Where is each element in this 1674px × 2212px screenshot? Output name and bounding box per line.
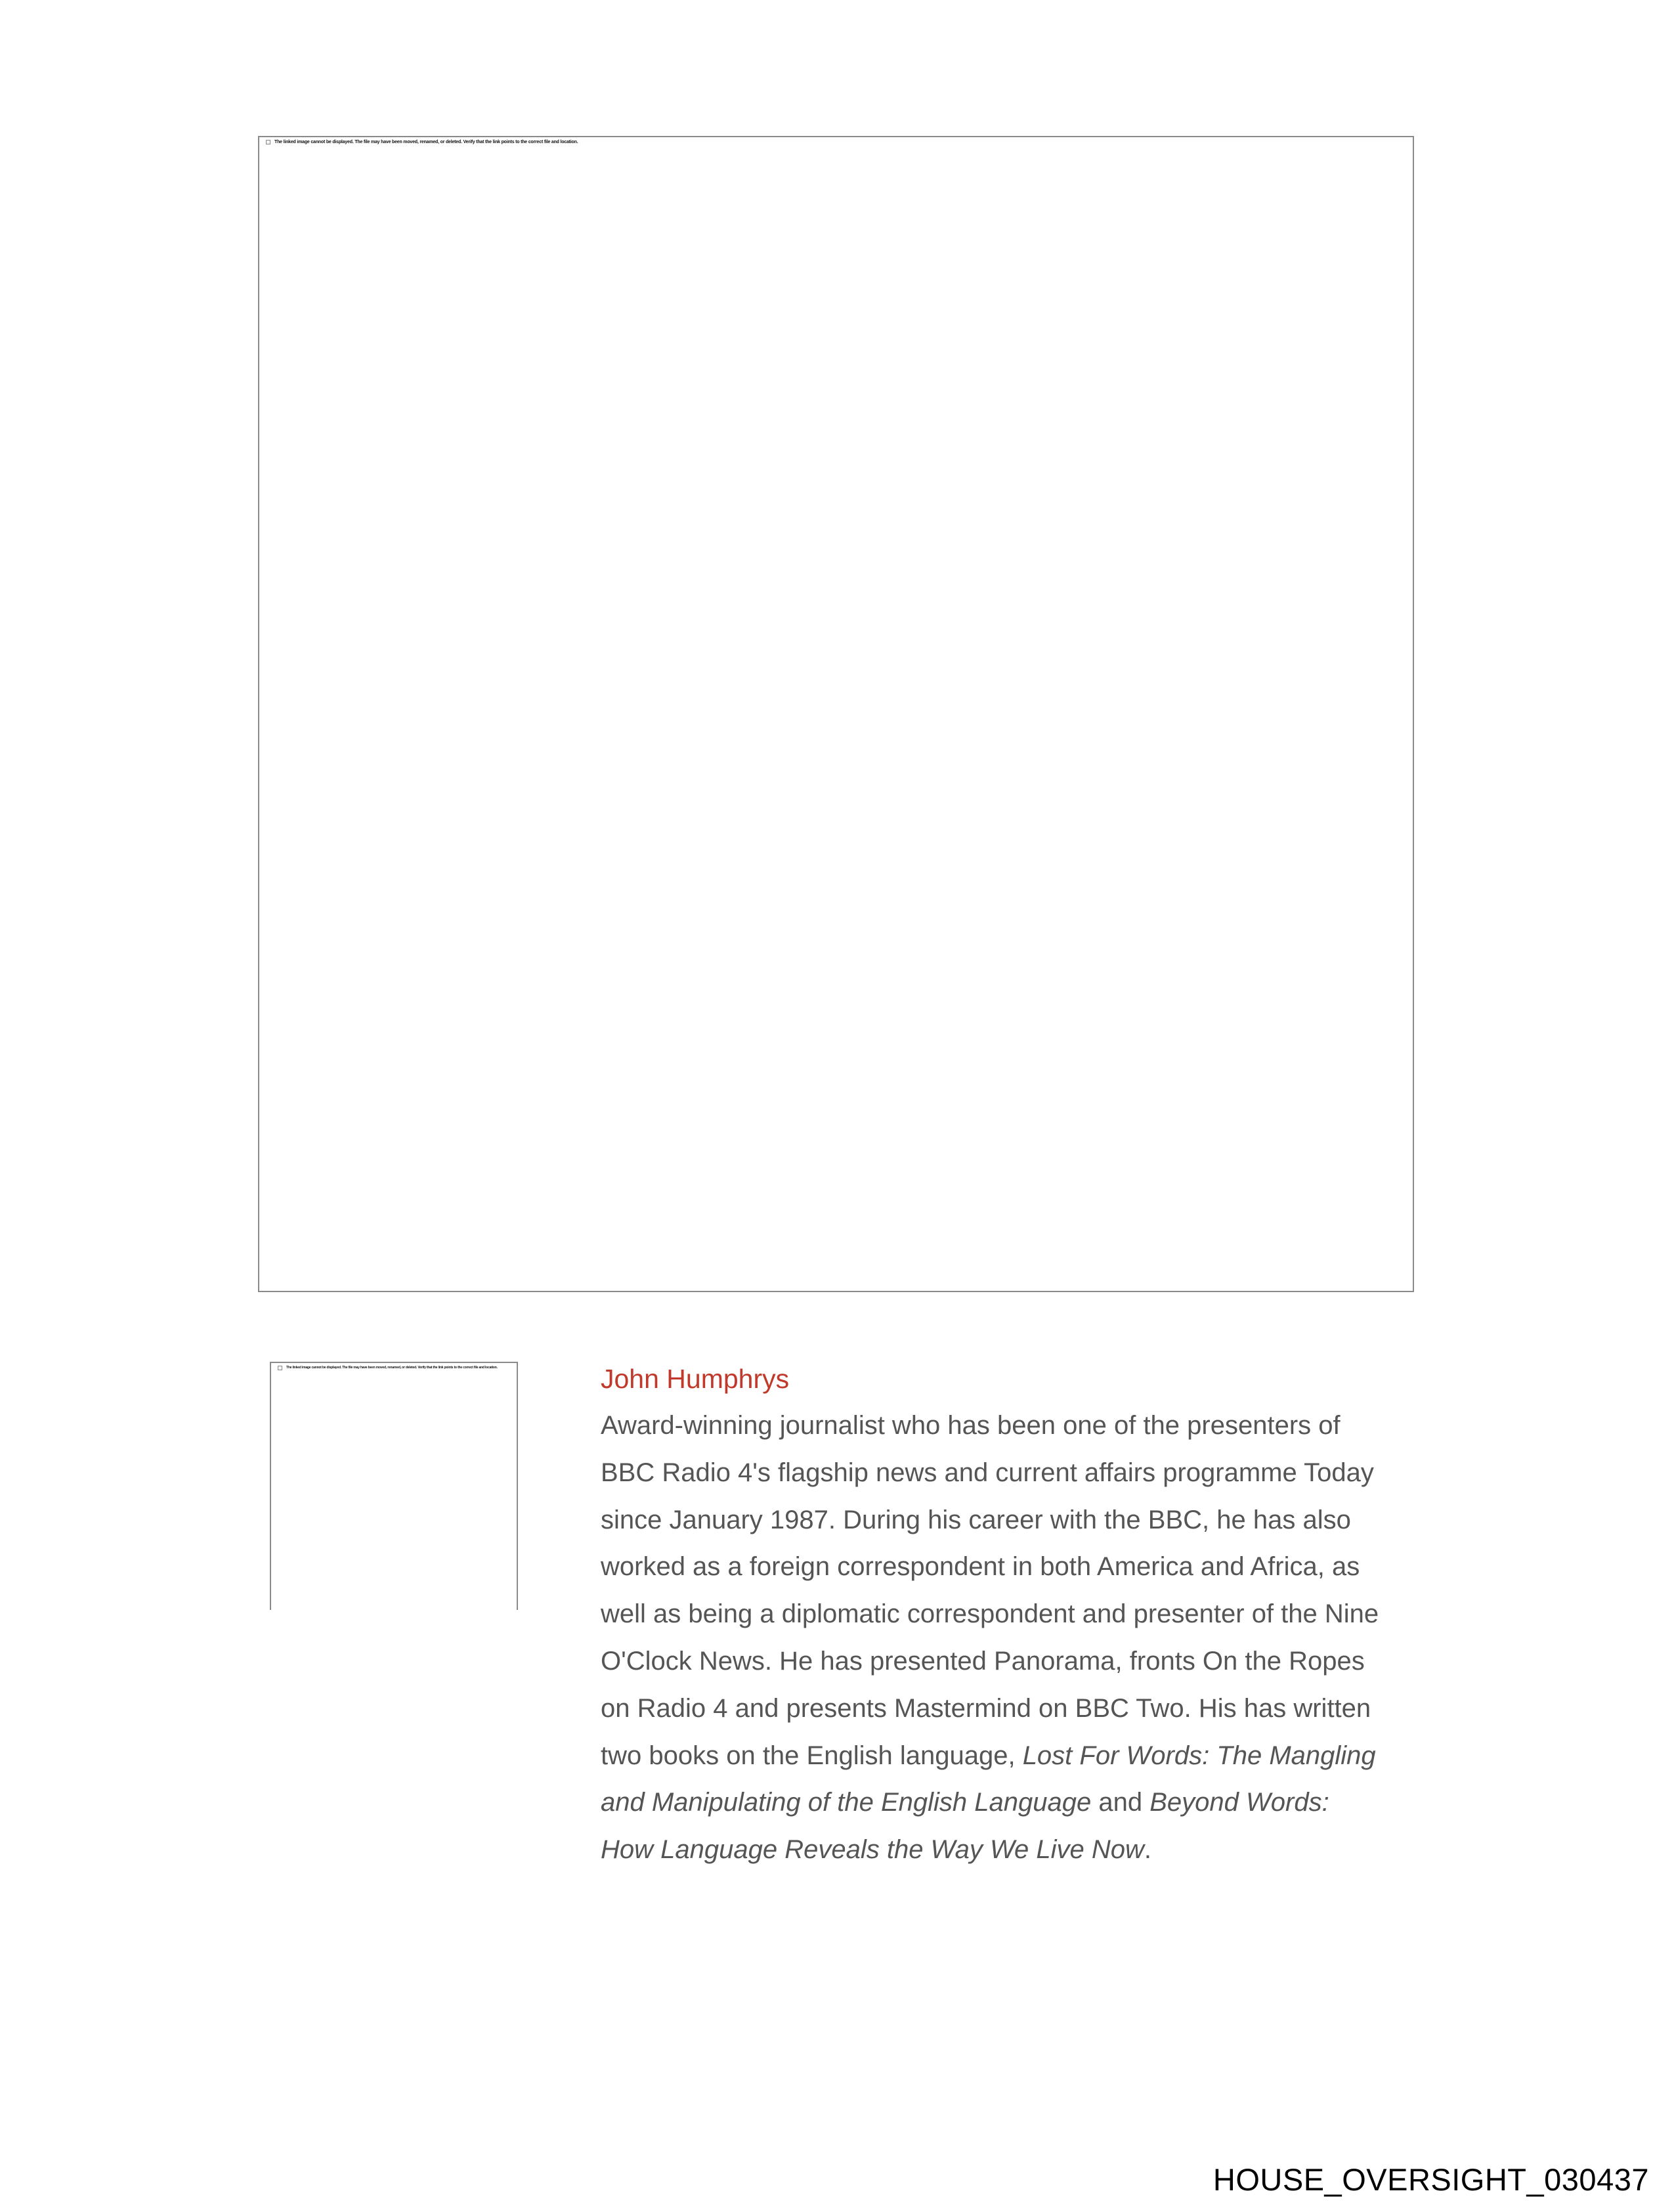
broken-image-caption [278,1366,498,1370]
bio-line [601,1827,1415,1874]
book-title-lost-for-words-cont: and Manipulating of the English Language [601,1788,1092,1817]
broken-image-text: The linked image cannot be displayed. The file may have been moved, renamed, or deleted. Verify that the link points to the correct file and location. [286,1366,498,1370]
main-image-placeholder [258,136,1414,1292]
book-title-beyond-words-cont: How Language Reveals the Way We Live Now [601,1835,1144,1865]
bio-line: on Radio 4 and presents Mastermind on BBC Two. His has written [601,1693,1371,1723]
bio-paragraph [601,1402,1415,1874]
bio-text-run: . [1144,1835,1151,1865]
bio-line [601,1779,1415,1827]
bio-line: BBC Radio 4's flagship news and current affairs programme Today [601,1458,1374,1487]
book-title-lost-for-words: Lost For Words: The Mangling [1022,1741,1376,1770]
broken-image-text: The linked image cannot be displayed. The file may have been moved, renamed, or deleted. Verify that the link points to the correct file and location. [274,140,578,144]
bio-line: since January 1987. During his career with the BBC, he has also [601,1505,1351,1534]
person-name: John Humphrys [601,1364,790,1394]
bio-text-run: two books on the English language, [601,1741,1023,1770]
bio-line [601,1733,1415,1780]
broken-image-caption [266,140,578,145]
book-title-beyond-words: Beyond Words: [1149,1788,1329,1817]
bio-line: worked as a foreign correspondent in both America and Africa, as [601,1552,1360,1582]
bio-section [601,1355,1415,1874]
bio-line: Award-winning journalist who has been one of the presenters of [601,1411,1341,1440]
broken-image-icon [266,140,270,144]
portrait-image-placeholder [270,1362,518,1610]
bio-line: O'Clock News. He has presented Panorama, fronts On the Ropes [601,1646,1365,1676]
broken-image-icon [278,1366,282,1370]
document-id: HOUSE_OVERSIGHT_030437 [1213,2162,1649,2197]
bio-text-run: and [1091,1788,1150,1817]
bio-line: well as being a diplomatic correspondent and presenter of the Nine [601,1599,1379,1629]
